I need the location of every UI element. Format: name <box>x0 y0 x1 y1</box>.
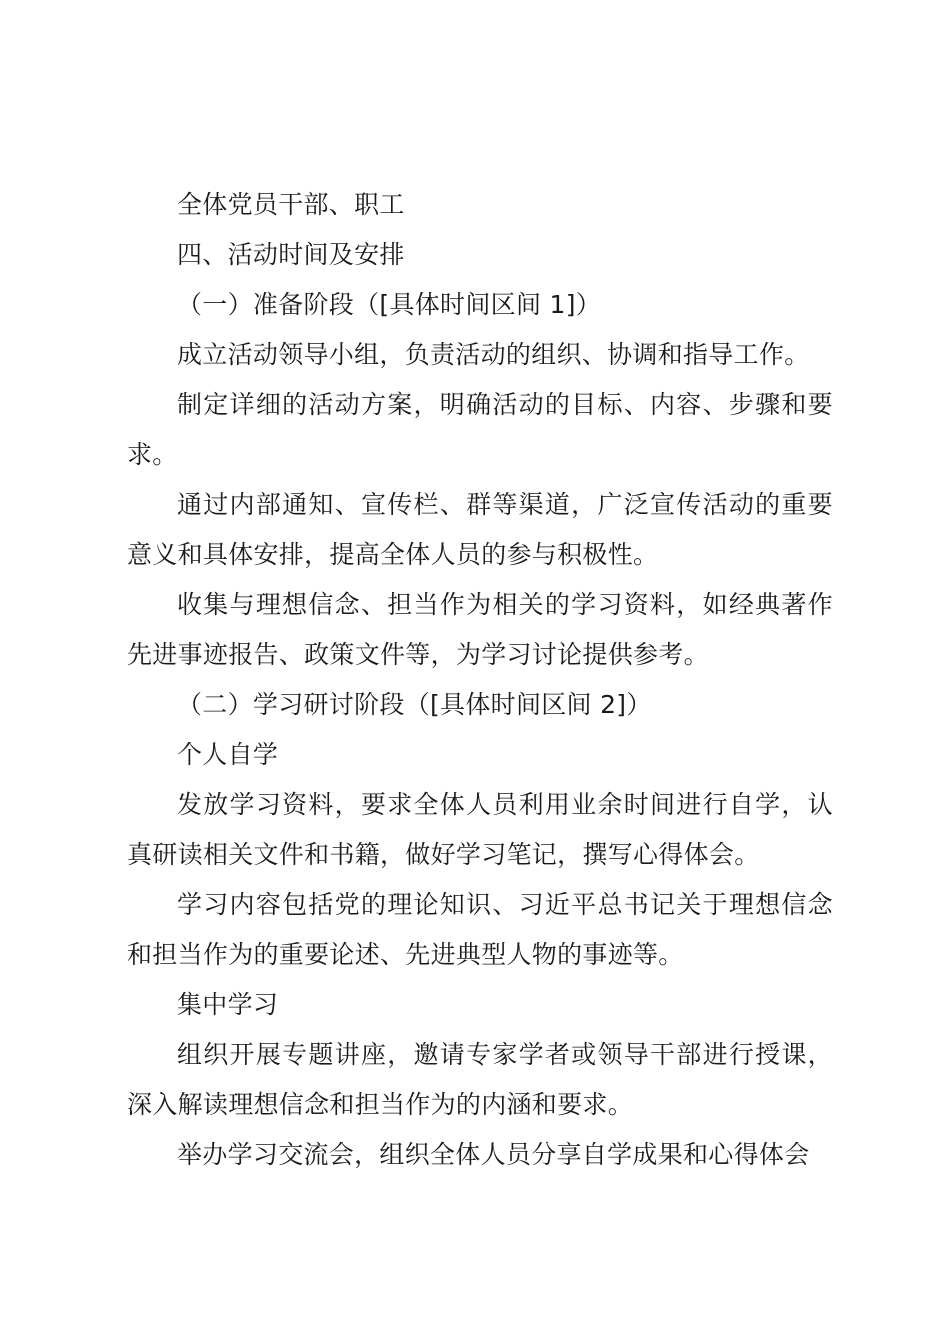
item-group-study: 集中学习 <box>177 990 279 1019</box>
subheading-preparation-stage: （一）准备阶段（[具体时间区间 1]） <box>177 290 602 319</box>
paragraph-publicity: 通过内部通知、宣传栏、群等渠道，广泛宣传活动的重要意义和具体安排，提高全体人员的参与积极性。 <box>127 490 833 569</box>
item-self-study: 个人自学 <box>177 740 279 769</box>
paragraph-exchange-meeting: 举办学习交流会，组织全体人员分享自学成果和心得体会 <box>177 1140 810 1169</box>
document-body <box>127 180 833 1180</box>
paragraph-activity-plan: 制定详细的活动方案，明确活动的目标、内容、步骤和要求。 <box>127 390 833 469</box>
subheading-study-stage: （二）学习研讨阶段（[具体时间区间 2]） <box>177 690 652 719</box>
paragraph-self-study: 发放学习资料，要求全体人员利用业余时间进行自学，认真研读相关文件和书籍，做好学习笔记，撰写心得体会。 <box>127 790 833 869</box>
paragraph-leading-group: 成立活动领导小组，负责活动的组织、协调和指导工作。 <box>177 340 810 369</box>
paragraph-study-content: 学习内容包括党的理论知识、习近平总书记关于理想信念和担当作为的重要论述、先进典型人物的事迹等。 <box>127 890 833 969</box>
paragraph-lectures: 组织开展专题讲座，邀请专家学者或领导干部进行授课，深入解读理想信念和担当作为的内涵和要求。 <box>127 1040 833 1119</box>
paragraph-materials: 收集与理想信念、担当作为相关的学习资料，如经典著作先进事迹报告、政策文件等，为学习讨论提供参考。 <box>127 590 833 669</box>
paragraph-participants: 全体党员干部、职工 <box>177 190 405 219</box>
section-heading-schedule: 四、活动时间及安排 <box>177 240 405 269</box>
